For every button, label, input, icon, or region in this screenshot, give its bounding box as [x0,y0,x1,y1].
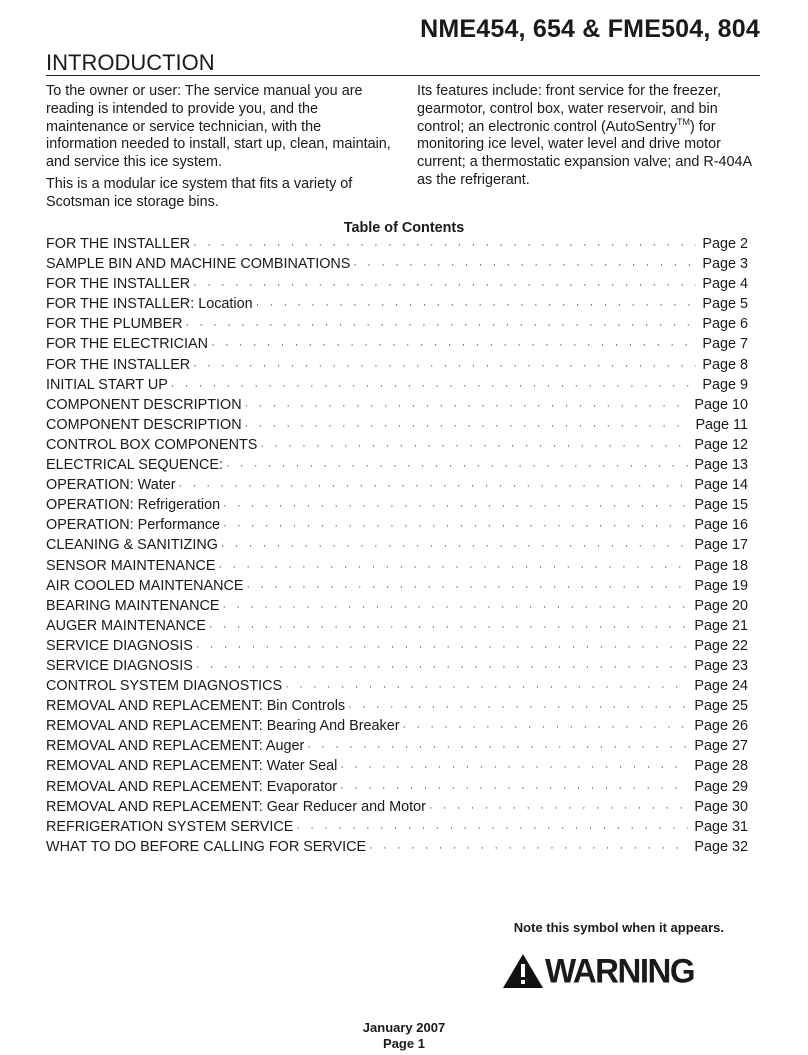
toc-entry-label: AUGER MAINTENANCE [46,617,206,634]
toc-entry-page: Page 25 [694,698,748,715]
toc-entry-label: FOR THE INSTALLER: Location [46,296,253,313]
toc-entry-label: ELECTRICAL SEQUENCE: [46,457,223,474]
toc-entry [46,638,748,658]
toc-entry [46,296,748,316]
toc-entry-label: OPERATION: Refrigeration [46,497,221,514]
toc-entry-label: BEARING MAINTENANCE [46,597,220,614]
toc-entry [46,718,748,738]
toc-entry-page: Page 22 [694,637,748,654]
toc-entry [46,336,748,356]
toc-entry [46,276,748,296]
toc-entry-label: INITIAL START UP [46,376,168,393]
toc-entry [46,357,748,377]
toc-entry-label: AIR COOLED MAINTENANCE [46,577,244,594]
toc-entry-label: FOR THE INSTALLER [46,236,191,252]
heading-divider [46,75,760,76]
toc-entry-page: Page 17 [694,537,748,554]
toc-entry [46,437,748,457]
warning-word: WARNING [545,951,694,990]
toc-dot-leader [348,701,688,713]
toc-entry-label: OPERATION: Performance [46,517,221,534]
toc-entry [46,698,748,718]
toc-entry [46,678,748,698]
intro-left-column [46,83,391,216]
toc-entry-page: Page 4 [702,276,748,293]
toc-entry-label: SERVICE DIAGNOSIS [46,657,193,674]
section-heading: INTRODUCTION [46,50,215,75]
toc-entry-page: Page 14 [694,477,748,494]
toc-entry-page: Page 5 [702,296,748,313]
toc-entry-page: Page 31 [694,818,748,835]
toc-entry-page: Page 20 [694,597,748,614]
toc-entry-label: REMOVAL AND REPLACEMENT: Bearing And Breaker [46,718,400,735]
toc-entry [46,537,748,557]
toc-entry [46,758,748,778]
toc-entry [46,738,748,758]
toc-entry [46,477,748,497]
toc-entry [46,618,748,638]
footer-date: January 2007 [362,1020,446,1035]
toc-title: Table of Contents [343,220,465,236]
warning-triangle-icon [502,953,544,989]
toc-dot-leader [196,641,688,653]
toc-dot-leader [193,239,696,251]
toc-entry [46,558,748,578]
toc-entry [46,256,748,276]
toc-entry-label: COMPONENT DESCRIPTION [46,396,242,413]
toc-entry-page: Page 6 [702,316,748,333]
toc-entry-page: Page 12 [694,436,748,453]
toc-dot-leader [353,259,696,271]
toc-dot-leader [223,520,688,532]
toc-entry-page: Page 10 [694,396,748,413]
toc-dot-leader [185,319,696,331]
toc-entry [46,377,748,397]
toc-entry-page: Page 26 [694,718,748,735]
toc-entry-label: REMOVAL AND REPLACEMENT: Auger [46,738,305,755]
toc-entry [46,497,748,517]
toc-entry-page: Page 19 [694,577,748,594]
toc-dot-leader [340,782,688,794]
toc-entry [46,779,748,799]
toc-dot-leader [256,299,697,311]
toc-entry-page: Page 9 [702,376,748,393]
toc-entry-label: REFRIGERATION SYSTEM SERVICE [46,818,294,835]
toc-entry [46,598,748,618]
features-text-end: ) for monitoring ice level, water level and drive motor current; a thermostatic expansion valve; and R-404A as the refrigerant. [417,118,752,188]
toc-entry-page: Page 11 [695,416,748,433]
toc-dot-leader [340,761,688,773]
toc-dot-leader [179,480,689,492]
toc-entry-page: Page 2 [702,236,748,252]
toc-entry [46,236,748,256]
toc-entry-label: CLEANING & SANITIZING [46,537,218,554]
toc-dot-leader [193,279,696,291]
toc-dot-leader [219,561,689,573]
intro-right-column [417,83,765,194]
toc-entry-page: Page 23 [694,657,748,674]
toc-entry-page: Page 13 [694,457,748,474]
toc-entry-page: Page 27 [694,738,748,755]
toc-dot-leader [209,621,688,633]
toc-entry [46,839,748,859]
toc-dot-leader [223,500,688,512]
toc-dot-leader [369,842,688,854]
toc-entry-page: Page 28 [694,758,748,775]
toc-entry-page: Page 7 [702,336,748,353]
toc-entry-label: REMOVAL AND REPLACEMENT: Water Seal [46,758,338,775]
toc-entry [46,316,748,336]
toc-entry-page: Page 32 [694,838,748,855]
toc-dot-leader [260,440,688,452]
toc-dot-leader [429,802,688,814]
toc-entry [46,819,748,839]
table-of-contents [46,236,748,859]
toc-dot-leader [226,460,688,472]
toc-entry-label: FOR THE INSTALLER [46,356,191,373]
toc-dot-leader [245,420,690,432]
toc-entry [46,417,748,437]
toc-dot-leader [245,400,689,412]
toc-entry-label: SERVICE DIAGNOSIS [46,637,193,654]
toc-entry-label: CONTROL SYSTEM DIAGNOSTICS [46,678,283,695]
symbol-note: Note this symbol when it appears. [513,920,724,935]
toc-entry [46,517,748,537]
toc-entry-label: FOR THE ELECTRICIAN [46,336,209,353]
toc-dot-leader [193,360,696,372]
toc-entry-label: CONTROL BOX COMPONENTS [46,436,258,453]
toc-entry-label: FOR THE PLUMBER [46,316,183,333]
toc-entry [46,578,748,598]
toc-entry-label: REMOVAL AND REPLACEMENT: Bin Controls [46,698,346,715]
toc-entry-label: REMOVAL AND REPLACEMENT: Gear Reducer and Motor [46,798,426,815]
toc-entry-page: Page 24 [694,678,748,695]
toc-dot-leader [196,661,688,673]
warning-symbol [502,952,694,990]
features-paragraph [417,83,765,190]
toc-dot-leader [296,822,688,834]
toc-dot-leader [403,721,689,733]
toc-entry-label: OPERATION: Water [46,477,176,494]
toc-entry-page: Page 15 [694,497,748,514]
toc-entry-label: REMOVAL AND REPLACEMENT: Evaporator [46,778,338,795]
toc-dot-leader [307,741,688,753]
page-footer [0,1020,808,1052]
intro-paragraph-1: To the owner or user: The service manual you are reading is intended to provide you, and the maintenance or service technician, with the information needed to install, start up, clean, maintain, and service this ice system. [46,83,391,171]
model-title: NME454, 654 & FME504, 804 [420,15,760,43]
toc-dot-leader [171,380,697,392]
toc-entry [46,799,748,819]
toc-entry-label: SAMPLE BIN AND MACHINE COMBINATIONS [46,256,351,273]
toc-entry-label: FOR THE INSTALLER [46,276,191,293]
toc-dot-leader [247,581,689,593]
toc-entry-page: Page 18 [694,557,748,574]
toc-entry-page: Page 16 [694,517,748,534]
toc-entry-label: WHAT TO DO BEFORE CALLING FOR SERVICE [46,838,367,855]
intro-paragraph-2: This is a modular ice system that fits a variety of Scotsman ice storage bins. [46,175,353,210]
footer-page-number: Page 1 [383,1036,425,1051]
features-text-start: Its features include: front service for the freezer, gearmotor, control box, water reservoir, and bin control; an electronic control (AutoSentry [417,83,721,135]
trademark-mark: TM [676,116,690,127]
toc-entry-page: Page 29 [694,778,748,795]
toc-dot-leader [211,339,696,351]
toc-entry-label: COMPONENT DESCRIPTION [46,416,242,433]
toc-entry [46,457,748,477]
toc-entry-page: Page 8 [702,356,748,373]
toc-dot-leader [221,540,688,552]
toc-entry-label: SENSOR MAINTENANCE [46,557,216,574]
toc-entry [46,658,748,678]
toc-entry-page: Page 30 [694,798,748,815]
toc-entry [46,397,748,417]
toc-dot-leader [223,601,689,613]
toc-dot-leader [285,681,688,693]
toc-entry-page: Page 3 [702,256,748,273]
toc-entry-page: Page 21 [694,617,748,634]
